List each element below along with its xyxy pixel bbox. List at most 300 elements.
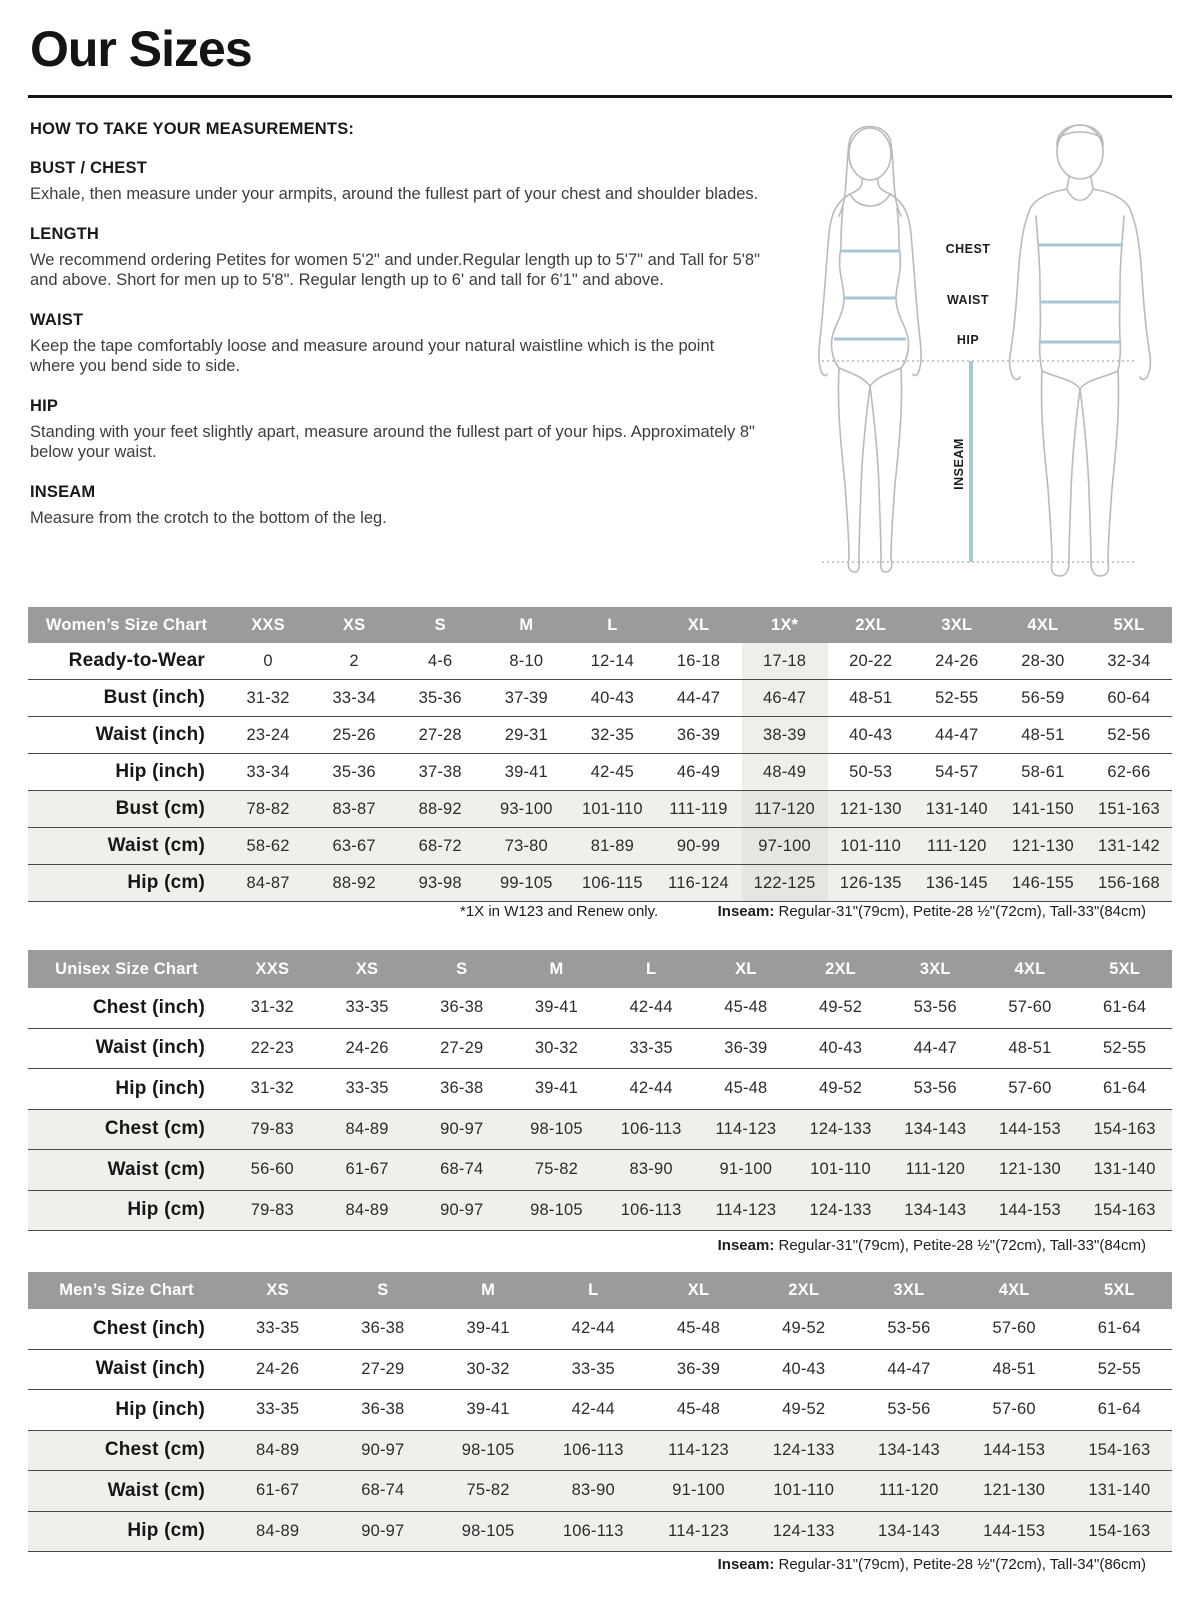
section-title: HIP [30, 396, 59, 415]
size-cell: 61-67 [345, 1160, 389, 1179]
page-title: Our Sizes [30, 21, 252, 77]
column-header: 4XL [1027, 615, 1059, 634]
size-cell: 146-155 [1011, 873, 1074, 892]
size-cell: 131-140 [925, 799, 988, 818]
size-cell: 33-35 [571, 1359, 615, 1378]
size-cell: 99-105 [500, 873, 553, 892]
size-cell: 57-60 [992, 1400, 1036, 1419]
size-cell: 126-135 [839, 873, 902, 892]
size-cell: 48-51 [1021, 725, 1065, 744]
size-cell: 81-89 [590, 836, 634, 855]
column-header: 3XL [919, 959, 951, 978]
size-cell: 57-60 [1008, 998, 1052, 1017]
waist-label: WAIST [946, 293, 990, 307]
size-cell: 90-97 [440, 1119, 484, 1138]
table-row [28, 1349, 1172, 1390]
row-label: Hip (inch) [115, 1398, 205, 1420]
size-cell: 101-110 [810, 1160, 871, 1179]
size-cell: 84-89 [345, 1119, 389, 1138]
size-cell: 79-83 [250, 1200, 294, 1219]
row-label: Ready-to-Wear [68, 650, 205, 671]
size-cell: 114-123 [715, 1200, 777, 1219]
table-header-row [28, 1272, 1172, 1309]
size-cell: 48-51 [1008, 1038, 1052, 1057]
inseam-note-label: Inseam: [717, 1237, 775, 1254]
size-cell: 36-39 [724, 1038, 768, 1057]
size-cell: 91-100 [672, 1481, 725, 1500]
size-cell: 24-26 [935, 651, 979, 670]
size-cell: 49-52 [782, 1319, 826, 1338]
table-row [28, 716, 1172, 753]
size-cell: 93-100 [500, 799, 553, 818]
size-cell: 33-34 [332, 688, 376, 707]
size-cell: 122-125 [742, 865, 828, 901]
size-cell: 39-41 [504, 762, 548, 781]
size-cell: 33-34 [246, 762, 290, 781]
size-cell: 62-66 [1107, 762, 1151, 781]
size-cell: 84-89 [256, 1440, 300, 1459]
size-cell: 33-35 [345, 998, 389, 1017]
size-cell: 45-48 [676, 1400, 721, 1419]
column-header: L [588, 1281, 599, 1299]
size-cell: 2 [349, 651, 359, 670]
size-cell: 42-44 [571, 1400, 615, 1419]
size-cell: 53-56 [913, 998, 957, 1017]
size-cell: 106-113 [562, 1440, 624, 1459]
size-cell: 48-51 [849, 688, 893, 707]
column-header: M [481, 1281, 496, 1299]
column-header: 2XL [825, 959, 856, 978]
size-cell: 154-163 [1093, 1119, 1156, 1138]
size-cell: 144-153 [983, 1440, 1046, 1459]
measurement-instructions [30, 120, 760, 528]
column-header: XL [735, 959, 757, 978]
size-cell: 131-140 [1093, 1160, 1156, 1179]
column-header: 5XL [1113, 615, 1145, 634]
column-header: XS [266, 1281, 289, 1299]
womens-inseam-note [718, 903, 1146, 920]
size-cell: 134-143 [877, 1440, 940, 1459]
size-cell: 144-153 [998, 1119, 1061, 1138]
size-cell: 90-99 [676, 836, 721, 855]
size-cell: 151-163 [1097, 799, 1160, 818]
size-cell: 45-48 [724, 1079, 768, 1098]
size-cell: 36-38 [440, 1079, 484, 1098]
size-cell: 90-97 [361, 1521, 405, 1540]
column-header: L [646, 959, 657, 978]
section-title: LENGTH [30, 224, 100, 243]
column-header: S [456, 959, 468, 978]
size-cell: 52-55 [1103, 1038, 1147, 1057]
size-cell: 16-18 [676, 651, 721, 670]
size-cell: 36-38 [440, 998, 484, 1017]
size-cell: 106-113 [562, 1521, 624, 1540]
size-cell: 131-140 [1088, 1481, 1151, 1500]
column-header: XS [342, 615, 366, 634]
mens-size-chart [28, 1272, 1172, 1552]
size-cell: 39-41 [466, 1400, 510, 1419]
size-cell: 48-51 [992, 1359, 1036, 1378]
table-row [28, 790, 1172, 827]
size-cell: 28-30 [1021, 651, 1065, 670]
row-label: Waist (cm) [107, 835, 205, 856]
size-cell: 37-38 [418, 762, 462, 781]
size-cell: 83-90 [571, 1481, 615, 1500]
size-cell: 131-142 [1097, 836, 1160, 855]
column-header: 1X* [770, 615, 799, 634]
size-cell: 46-47 [742, 680, 828, 716]
size-cell: 31-32 [250, 998, 294, 1017]
size-cell: 32-34 [1107, 651, 1151, 670]
size-cell: 36-39 [676, 725, 721, 744]
size-cell: 84-89 [345, 1200, 389, 1219]
size-cell: 60-64 [1107, 688, 1151, 707]
size-cell: 44-47 [913, 1038, 957, 1057]
size-cell: 98-105 [461, 1440, 515, 1459]
size-cell: 121-130 [983, 1481, 1046, 1500]
size-cell: 36-38 [361, 1319, 405, 1338]
row-label: Bust (cm) [115, 798, 205, 819]
size-cell: 136-145 [925, 873, 988, 892]
table-row [28, 864, 1172, 901]
size-cell: 114-123 [715, 1119, 777, 1138]
table-row [28, 1430, 1172, 1471]
size-cell: 83-90 [629, 1160, 673, 1179]
size-cell: 101-110 [773, 1481, 835, 1500]
column-header: M [549, 959, 564, 978]
table-row [28, 988, 1172, 1028]
size-cell: 98-105 [530, 1119, 583, 1138]
size-cell: 93-98 [418, 873, 462, 892]
size-cell: 61-67 [256, 1481, 300, 1500]
row-label: Hip (inch) [115, 1077, 205, 1099]
size-cell: 27-29 [361, 1359, 405, 1378]
size-cell: 29-31 [504, 725, 548, 744]
size-cell: 75-82 [466, 1481, 510, 1500]
size-cell: 154-163 [1088, 1440, 1151, 1459]
size-cell: 52-56 [1107, 725, 1151, 744]
size-cell: 53-56 [887, 1319, 931, 1338]
row-label: Waist (inch) [95, 724, 205, 745]
size-cell: 141-150 [1011, 799, 1074, 818]
column-header: XXS [251, 615, 285, 634]
size-cell: 97-100 [742, 828, 828, 864]
size-cell: 68-74 [361, 1481, 405, 1500]
size-cell: 124-133 [809, 1200, 872, 1219]
size-cell: 116-124 [668, 873, 729, 892]
size-cell: 0 [263, 651, 273, 670]
size-cell: 12-14 [590, 651, 634, 670]
size-cell: 30-32 [534, 1038, 579, 1057]
size-cell: 48-49 [742, 754, 828, 790]
row-label: Waist (cm) [107, 1479, 205, 1501]
table-row [28, 1309, 1172, 1349]
size-cell: 39-41 [534, 998, 579, 1017]
size-cell: 40-43 [849, 725, 893, 744]
size-cell: 33-35 [345, 1079, 389, 1098]
row-label: Chest (cm) [104, 1439, 205, 1461]
size-cell: 134-143 [904, 1200, 967, 1219]
section-body: Exhale, then measure under your armpits, around the fullest part of your chest and shoulder blades. [30, 185, 759, 203]
table-title: Men’s Size Chart [59, 1281, 194, 1299]
size-cell: 90-97 [361, 1440, 405, 1459]
section-bust-chest [30, 159, 760, 205]
size-cell: 106-115 [582, 873, 643, 892]
section-title: INSEAM [30, 482, 96, 501]
section-inseam [30, 483, 760, 529]
row-label: Hip (cm) [127, 1520, 205, 1542]
size-cell: 22-23 [250, 1038, 294, 1057]
size-cell: 88-92 [332, 873, 376, 892]
size-cell: 35-36 [332, 762, 376, 781]
female-silhouette [819, 127, 921, 573]
unisex-size-chart [28, 950, 1172, 1231]
section-body: Keep the tape comfortably loose and measure around your natural waistline which is the point where you bend side to side. [30, 336, 715, 375]
table-row [28, 643, 1172, 679]
table-row [28, 827, 1172, 864]
size-cell: 8-10 [509, 651, 544, 670]
table-row [28, 1068, 1172, 1109]
size-cell: 24-26 [345, 1038, 389, 1057]
size-cell: 111-119 [669, 799, 728, 818]
unisex-inseam-note [718, 1237, 1146, 1254]
size-cell: 54-57 [935, 762, 979, 781]
size-cell: 57-60 [992, 1319, 1036, 1338]
size-cell: 45-48 [676, 1319, 721, 1338]
size-cell: 156-168 [1097, 873, 1160, 892]
size-cell: 33-35 [629, 1038, 673, 1057]
row-label: Chest (cm) [104, 1118, 205, 1140]
size-cell: 121-130 [1011, 836, 1074, 855]
size-cell: 40-43 [818, 1038, 863, 1057]
size-cell: 31-32 [250, 1079, 294, 1098]
size-cell: 84-87 [246, 873, 290, 892]
table-title: Unisex Size Chart [55, 959, 198, 978]
size-cell: 39-41 [466, 1319, 510, 1338]
size-cell: 83-87 [332, 799, 376, 818]
size-cell: 58-61 [1021, 762, 1065, 781]
size-cell: 68-72 [418, 836, 462, 855]
size-cell: 134-143 [877, 1521, 940, 1540]
table-row [28, 1190, 1172, 1231]
column-header: XL [687, 1281, 710, 1299]
table-row [28, 753, 1172, 790]
table-title: Women’s Size Chart [45, 615, 208, 634]
row-label: Waist (inch) [95, 1037, 205, 1059]
size-cell: 61-64 [1103, 1079, 1147, 1098]
size-cell: 45-48 [724, 998, 768, 1017]
table-header-row [28, 607, 1172, 643]
womens-chart-footnote [28, 903, 1172, 923]
size-cell: 40-43 [782, 1359, 826, 1378]
column-header: L [607, 615, 618, 634]
size-cell: 117-120 [742, 791, 828, 827]
size-cell: 33-35 [256, 1319, 300, 1338]
size-cell: 57-60 [1008, 1079, 1052, 1098]
size-cell: 20-22 [849, 651, 893, 670]
male-silhouette [1010, 125, 1151, 576]
section-body: We recommend ordering Petites for women 5'2" and under.Regular length up to 5'7" and Tall for 5'8" and above. Short for men up to 5'8". Regular length up to 6' and tall for 6'1" and above. [30, 250, 760, 289]
row-label: Waist (inch) [95, 1358, 205, 1380]
size-cell: 36-38 [361, 1400, 405, 1419]
size-cell: 98-105 [530, 1200, 583, 1219]
size-cell: 78-82 [246, 799, 290, 818]
size-cell: 63-67 [332, 836, 376, 855]
size-cell: 31-32 [246, 688, 290, 707]
row-label: Chest (inch) [92, 1317, 205, 1339]
size-cell: 121-130 [998, 1160, 1061, 1179]
table-row [28, 1028, 1172, 1069]
chest-label: CHEST [945, 242, 991, 256]
column-header: XS [355, 959, 379, 978]
column-header: S [377, 1281, 389, 1299]
size-cell: 61-64 [1103, 998, 1147, 1017]
column-header: 3XL [893, 1281, 925, 1299]
section-title: BUST / CHEST [30, 159, 147, 177]
size-cell: 46-49 [676, 762, 721, 781]
size-cell: 111-120 [905, 1160, 965, 1179]
size-cell: 58-62 [246, 836, 290, 855]
inseam-note-label: Inseam: [717, 1556, 775, 1573]
size-cell: 42-45 [590, 762, 634, 781]
size-cell: 134-143 [904, 1119, 967, 1138]
mens-inseam-note [718, 1556, 1146, 1573]
size-cell: 154-163 [1093, 1200, 1156, 1219]
inseam-note-text: Regular-31"(79cm), Petite-28 ½"(72cm), Tall-33"(84cm) [774, 1237, 1146, 1254]
size-cell: 98-105 [461, 1521, 515, 1540]
size-cell: 84-89 [256, 1521, 300, 1540]
title-divider [28, 95, 1172, 98]
size-cell: 42-44 [629, 1079, 673, 1098]
column-header: 5XL [1103, 1281, 1135, 1299]
size-cell: 79-83 [250, 1119, 294, 1138]
column-header: 4XL [998, 1281, 1030, 1299]
size-cell: 124-133 [772, 1521, 835, 1540]
size-cell: 124-133 [772, 1440, 835, 1459]
table-row [28, 1511, 1172, 1552]
row-label: Hip (cm) [127, 1199, 205, 1221]
column-header: 4XL [1014, 959, 1046, 978]
column-header: 2XL [788, 1281, 820, 1299]
size-cell: 42-44 [571, 1319, 615, 1338]
size-cell: 101-110 [840, 836, 902, 855]
unisex-chart-footnote [28, 1237, 1172, 1257]
section-hip [30, 397, 760, 463]
size-cell: 114-123 [668, 1440, 729, 1459]
size-cell: 49-52 [818, 998, 863, 1017]
row-label: Hip (cm) [127, 872, 205, 893]
table-row [28, 1389, 1172, 1430]
section-body: Standing with your feet slightly apart, measure around the fullest part of your hips. Approximately 8" below your waist. [30, 422, 755, 461]
size-cell: 106-113 [620, 1119, 682, 1138]
size-cell: 32-35 [590, 725, 634, 744]
size-cell: 40-43 [590, 688, 634, 707]
size-cell: 23-24 [246, 725, 290, 744]
table-header-row [28, 950, 1172, 988]
section-body: Measure from the crotch to the bottom of the leg. [30, 508, 387, 527]
womens-size-chart [28, 607, 1172, 902]
size-cell: 44-47 [935, 725, 979, 744]
size-cell: 50-53 [849, 762, 893, 781]
size-cell: 27-29 [440, 1038, 484, 1057]
size-cell: 49-52 [782, 1400, 826, 1419]
size-cell: 121-130 [839, 799, 902, 818]
row-label: Hip (inch) [115, 761, 205, 782]
size-cell: 124-133 [809, 1119, 872, 1138]
column-header: XL [687, 615, 710, 634]
table-row [28, 1109, 1172, 1150]
section-length [30, 225, 760, 291]
size-cell: 33-35 [256, 1400, 300, 1419]
size-cell: 68-74 [440, 1160, 484, 1179]
size-cell: 44-47 [676, 688, 721, 707]
inseam-note-label: Inseam: [717, 903, 775, 920]
size-cell: 90-97 [440, 1200, 484, 1219]
table-row [28, 679, 1172, 716]
hip-label: HIP [956, 333, 980, 347]
row-label: Waist (cm) [107, 1158, 205, 1180]
size-cell: 61-64 [1097, 1319, 1141, 1338]
size-cell: 106-113 [620, 1200, 682, 1219]
column-header: XXS [255, 959, 290, 978]
size-cell: 38-39 [742, 717, 828, 753]
row-label: Bust (inch) [103, 687, 205, 708]
mens-chart-footnote [28, 1556, 1172, 1576]
size-cell: 53-56 [913, 1079, 957, 1098]
footnote-1x-note: *1X in W123 and Renew only. [460, 903, 659, 920]
measurement-diagram [778, 112, 1184, 586]
size-cell: 88-92 [418, 799, 462, 818]
size-cell: 49-52 [818, 1079, 863, 1098]
size-cell: 36-39 [676, 1359, 721, 1378]
size-cell: 4-6 [427, 651, 453, 670]
inseam-note-text: Regular-31"(79cm), Petite-28 ½"(72cm), Tall-33"(84cm) [774, 903, 1146, 920]
size-cell: 144-153 [983, 1521, 1046, 1540]
size-cell: 56-60 [250, 1160, 294, 1179]
size-cell: 37-39 [504, 688, 548, 707]
size-cell: 39-41 [534, 1079, 579, 1098]
size-cell: 30-32 [466, 1359, 510, 1378]
size-cell: 111-120 [927, 836, 987, 855]
size-cell: 25-26 [332, 725, 376, 744]
instructions-heading: HOW TO TAKE YOUR MEASUREMENTS: [30, 120, 355, 138]
size-cell: 144-153 [998, 1200, 1061, 1219]
column-header: 2XL [855, 615, 887, 634]
size-cell: 73-80 [504, 836, 548, 855]
inseam-note-text: Regular-31"(79cm), Petite-28 ½"(72cm), Tall-34"(86cm) [774, 1556, 1146, 1573]
size-cell: 44-47 [887, 1359, 931, 1378]
column-header: 5XL [1109, 959, 1141, 978]
inseam-label: INSEAM [952, 438, 966, 490]
table-row [28, 1470, 1172, 1511]
column-header: M [519, 615, 534, 634]
column-header: 3XL [941, 615, 973, 634]
section-title: WAIST [30, 310, 84, 329]
row-label: Chest (inch) [92, 996, 205, 1018]
size-cell: 114-123 [668, 1521, 729, 1540]
column-header: S [434, 615, 446, 634]
size-cell: 75-82 [534, 1160, 579, 1179]
size-cell: 111-120 [879, 1481, 939, 1500]
size-cell: 17-18 [742, 643, 828, 679]
size-cell: 35-36 [418, 688, 462, 707]
size-cell: 91-100 [719, 1160, 773, 1179]
size-cell: 53-56 [887, 1400, 931, 1419]
size-cell: 24-26 [256, 1359, 300, 1378]
size-cell: 101-110 [582, 799, 643, 818]
size-cell: 52-55 [1097, 1359, 1141, 1378]
size-cell: 56-59 [1021, 688, 1065, 707]
